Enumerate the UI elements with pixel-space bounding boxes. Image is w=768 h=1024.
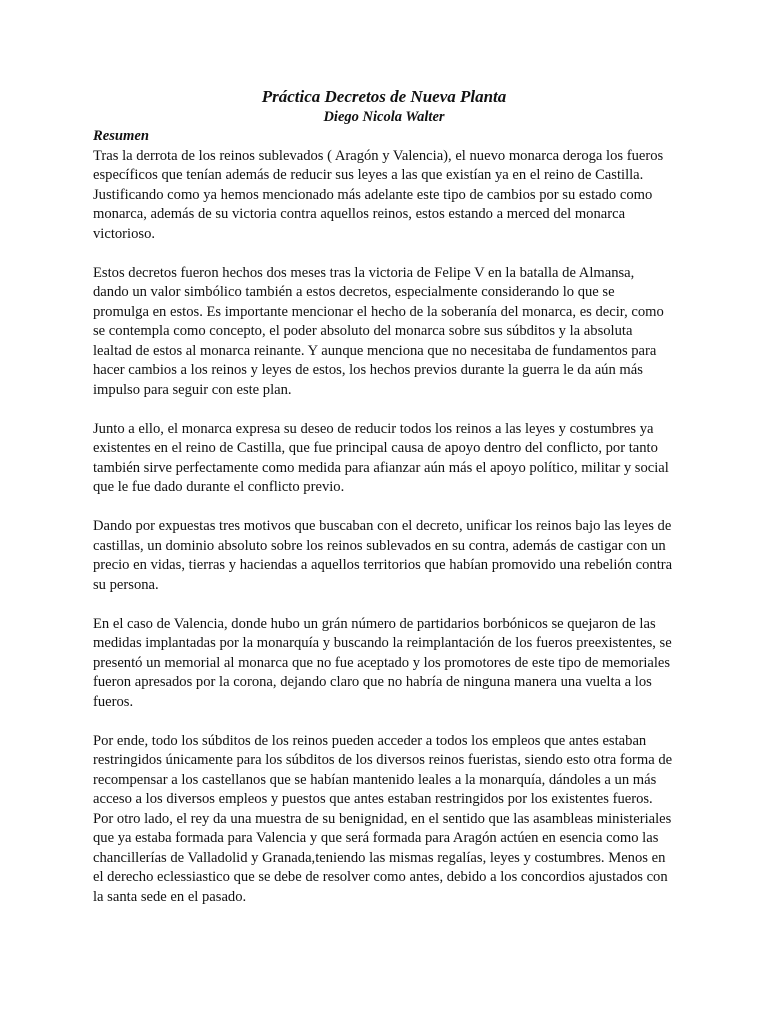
paragraph: Estos decretos fueron hechos dos meses tras la victoria de Felipe V en la batalla de Almansa, dando un valor simbólico también a estos decretos, especialmente considerando lo que se promulga en estos. Es importante mencionar el hecho de la soberanía del monarca, es decir, como se contempla como concepto, el poder absoluto del monarca sobre sus súbditos y la absoluta lealtad de estos al monarca reinante. Y aunque menciona que no necesitaba de fundamentos para hacer cambios a los reinos y leyes de estos, los hechos previos durante la guerra le da aún más impulso para seguir con este plan. bbox=[93, 264, 664, 398]
paragraph: Junto a ello, el monarca expresa su deseo de reducir todos los reinos a las leyes y costumbres ya existentes en el reino de Castilla, que fue principal causa de apoyo dentro del conflicto, por tanto también sirve perfectamente como medida para afianzar aún más el apoyo político, militar y social que le fue dado durante el conflicto previo. bbox=[93, 420, 669, 495]
paragraph: Dando por expuestas tres motivos que buscaban con el decreto, unificar los reinos bajo las leyes de castillas, un dominio absoluto sobre los reinos sublevados en su contra, además de castigar con un precio en vidas, tierras y haciendas a aquellos territorios que habían promovido una rebelión contra su persona. bbox=[93, 518, 673, 593]
paragraph: En el caso de Valencia, donde hubo un grán número de partidarios borbónicos se quejaron de las medidas implantadas por la monarquía y buscando la reimplantación de los fueros preexistentes, se presentó un memorial al monarca que no fue aceptado y los promotores de este tipo de memoriales fueron apresados por la corona, dejando claro que no habría de ninguna manera una vuelta a los fueros. bbox=[93, 615, 672, 710]
document-author: Diego Nicola Walter bbox=[323, 109, 445, 125]
paragraph: Por ende, todo los súbditos de los reinos pueden acceder a todos los empleos que antes estaban restringidos únicamente para los súbditos de los diversos reinos fueristas, siendo esto otra forma de recompensar a los castellanos que se habían mantenido leales a la monarquía, dándoles a un más acceso a los diversos empleos y puestos que antes estaban restringidos por los existentes fueros. Por otro lado, el rey da una muestra de su benignidad, en el sentido que las asambleas ministeriales que ya estaba formada para Valencia y que será formada para Aragón actúen en esencia como las chancillerías de Valladolid y Granada,teniendo las mismas regalías, leyes y costumbres. Menos en el derecho eclessiastico que se debe de resolver como antes, debido a los concordios ajustados con la santa sede en el pasado. bbox=[93, 732, 673, 905]
paragraph: Tras la derrota de los reinos sublevados ( Aragón y Valencia), el nuevo monarca deroga los fueros específicos que tenían además de reducir sus leyes a las que existían ya en el reino de Castilla. Justificando como ya hemos mencionado más adelante este tipo de cambios por su estado como monarca, además de su victoria contra aquellos reinos, estos estando a merced del monarca victorioso. bbox=[93, 147, 664, 242]
document-title: Práctica Decretos de Nueva Planta bbox=[261, 87, 507, 106]
document-body bbox=[93, 127, 673, 927]
section-heading: Resumen bbox=[93, 128, 149, 144]
